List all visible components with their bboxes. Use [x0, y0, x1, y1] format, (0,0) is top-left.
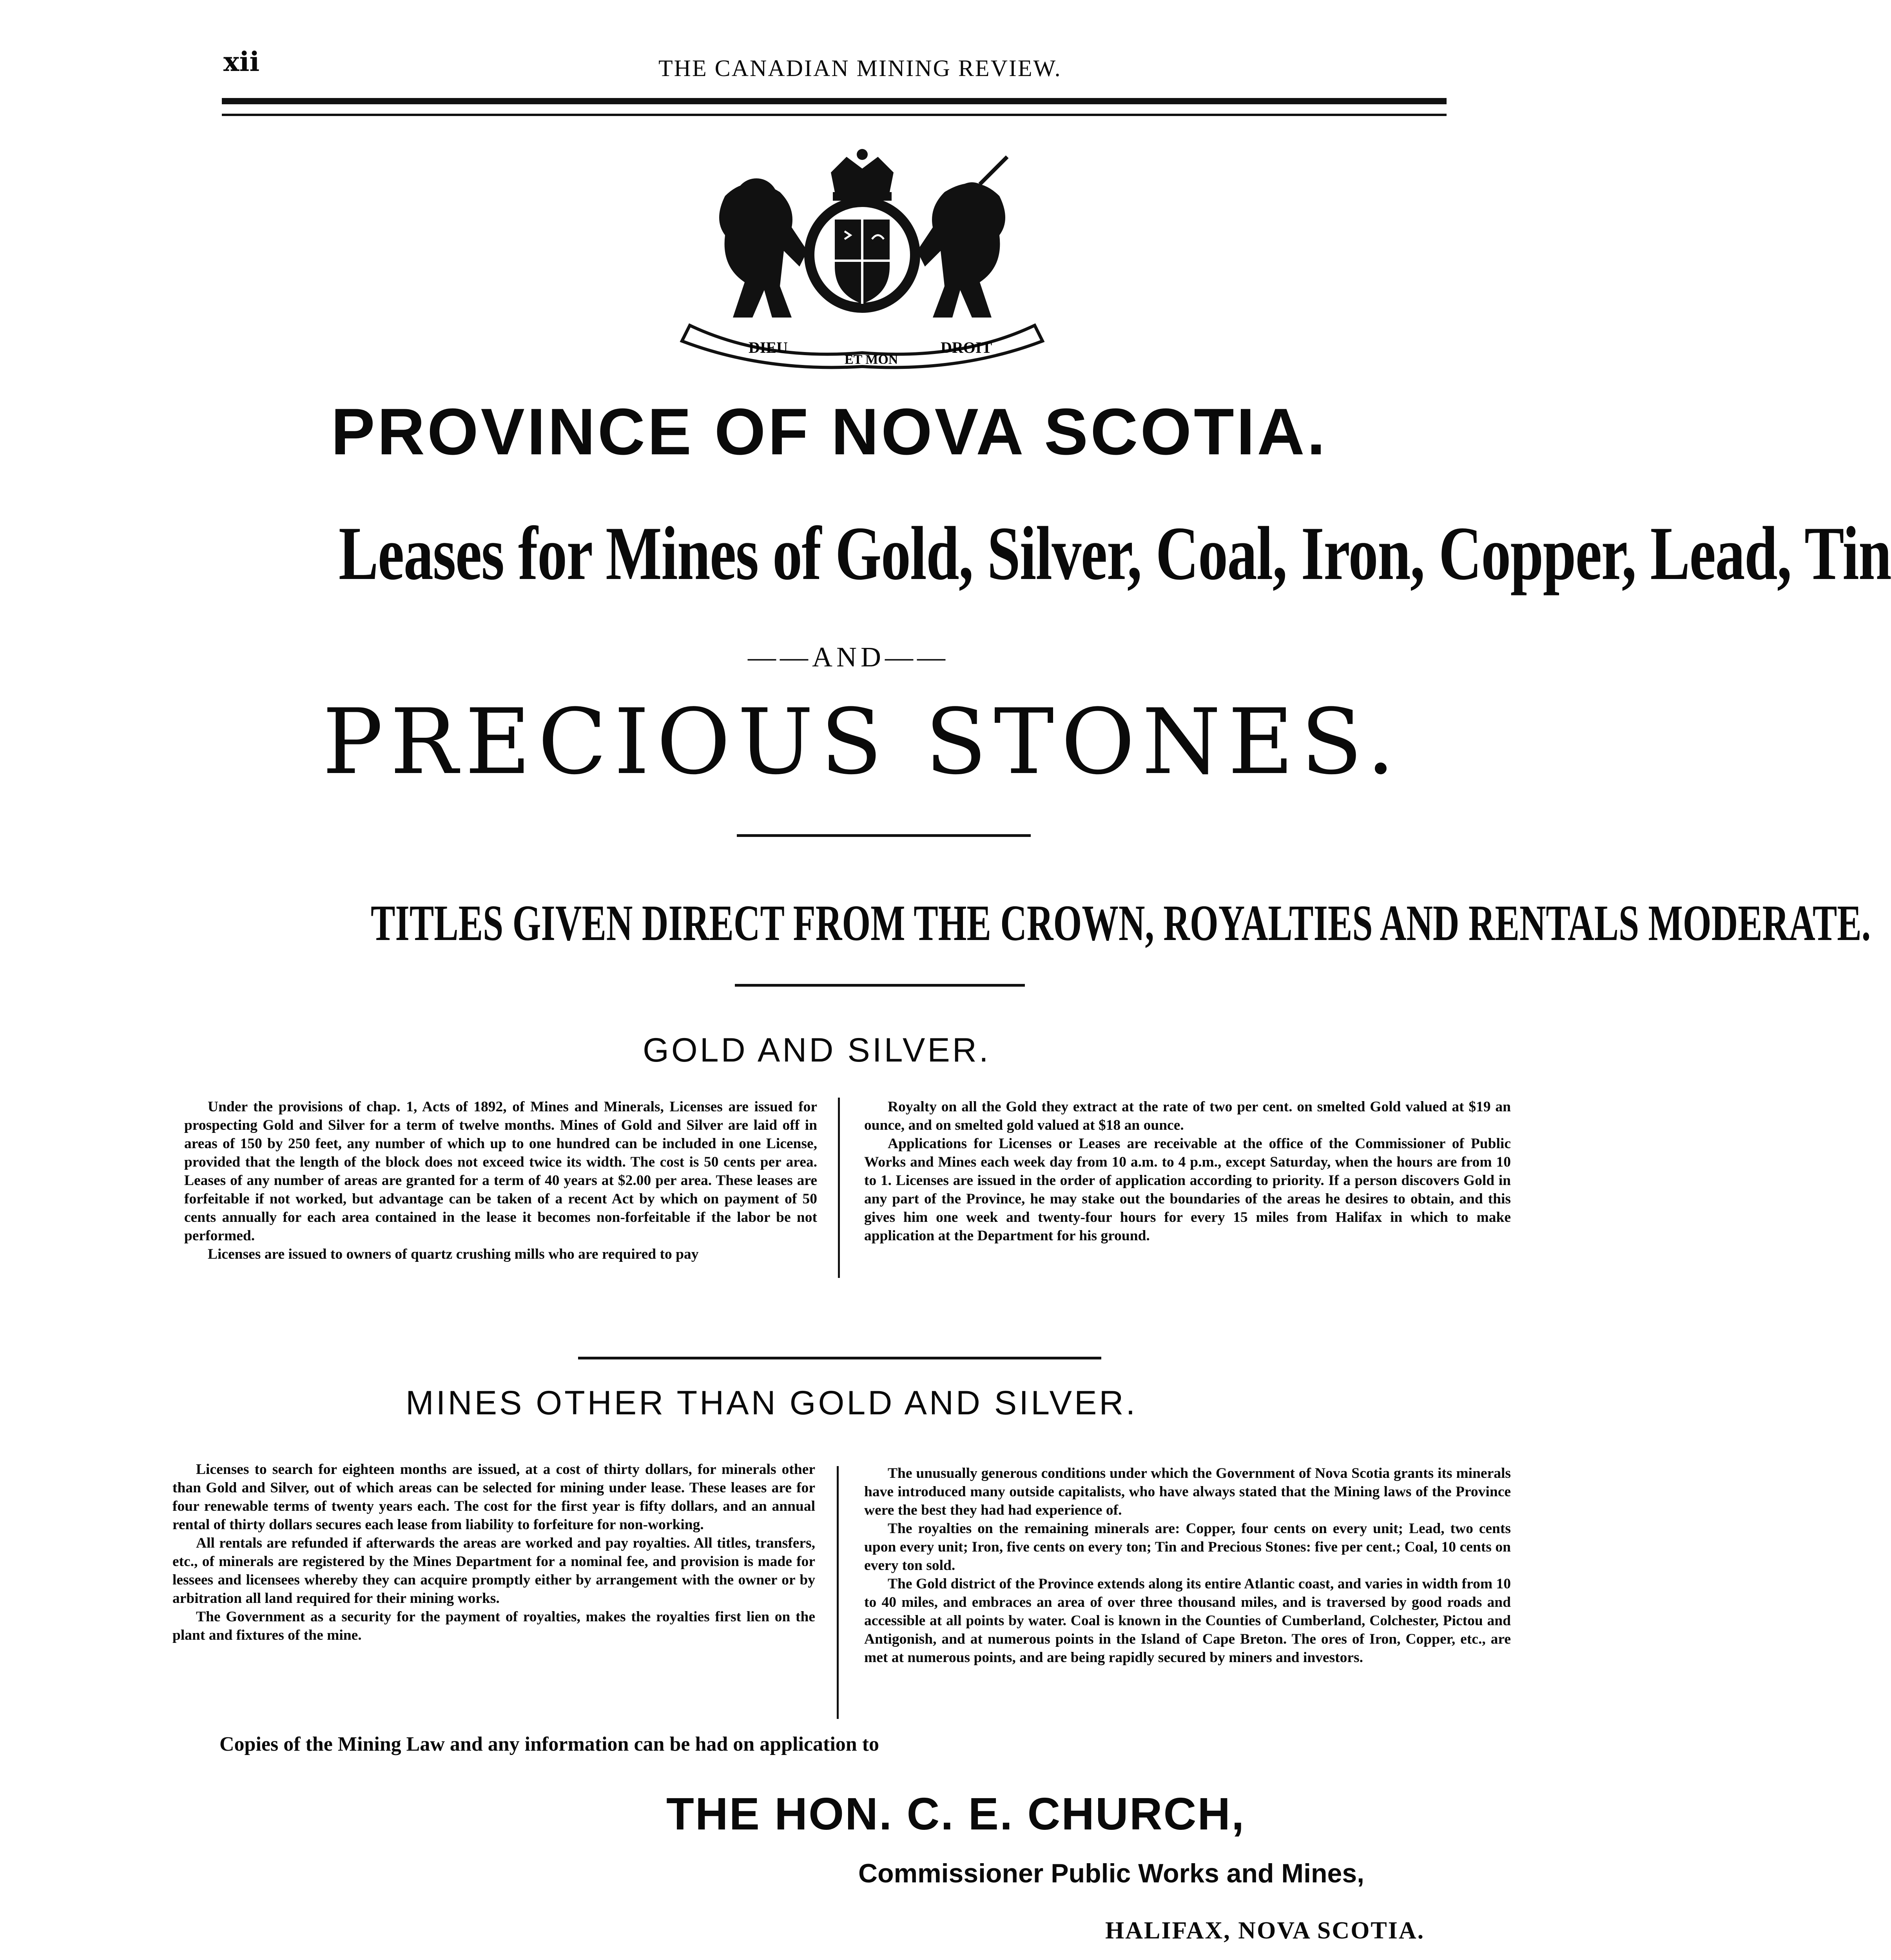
- titles-given-line: TITLES GIVEN DIRECT FROM THE CROWN, ROYALTIES AND RENTALS MODERATE.: [371, 895, 1871, 951]
- paragraph: Under the provisions of chap. 1, Acts of 1892, of Mines and Minerals, Licenses are issued for prospecting Gold and Silver for a term of twelve months. Mines of Gold and Silver are laid off in areas of 150 by 250 feet, any number of which up to one hundred can be included in one License, provided that the length of the block does not exceed twice its width. The cost is 50 cents per area. Leases of any number of areas are granted for a term of 40 years at $2.00 per area. These leases are forfeitable if not worked, but advantage can be taken of a recent Act by which on payment of 50 cents annually for each area contained in the lease it becomes non-forfeitable if the labor be not performed.: [184, 1099, 817, 1244]
- contact-address: HALIFAX, NOVA SCOTIA.: [1105, 1917, 1425, 1944]
- unicorn-icon: [917, 157, 1007, 318]
- motto-right: DROIT: [941, 339, 992, 356]
- divider-rule: [578, 1357, 1101, 1359]
- other-mines-left-column: [172, 1460, 815, 1644]
- paragraph: Licenses are issued to owners of quartz crushing mills who are required to pay: [208, 1246, 699, 1262]
- paragraph: The Gold district of the Province extends along its entire Atlantic coast, and varies in width from 10 to 40 miles, and embraces an area of over three thousand miles, and is traversed by good roads and accessible at all points by water. Coal is known in the Counties of Cumberland, Colchester, Pictou and Antigonish, and at numerous points in the Island of Cape Breton. The ores of Iron, Copper, etc., are met at numerous points, and are being rapidly secured by miners and investors.: [864, 1576, 1511, 1666]
- title-province: PROVINCE OF NOVA SCOTIA.: [331, 395, 1328, 468]
- divider-rule: [737, 834, 1031, 837]
- contact-name: THE HON. C. E. CHURCH,: [666, 1788, 1246, 1839]
- header-rule-thin: [222, 114, 1447, 116]
- title-precious-stones: PRECIOUS STONES.: [322, 690, 1402, 795]
- paragraph: The unusually generous conditions under which the Government of Nova Scotia grants its minerals have introduced many outside capitalists, who have always stated that the Mining laws of the Province were the best they had had experience of.: [864, 1465, 1511, 1518]
- motto-ribbon: [682, 325, 1042, 367]
- and-divider: ——AND——: [748, 641, 949, 673]
- page-number: xii: [223, 46, 260, 78]
- section-heading-gold-silver: GOLD AND SILVER.: [643, 1031, 991, 1069]
- crown-icon: [831, 149, 894, 201]
- divider-rule: [735, 984, 1025, 987]
- header-rule-thick: [222, 98, 1447, 104]
- copies-line: Copies of the Mining Law and any information can be had on application to: [219, 1733, 879, 1755]
- shield-icon: [809, 202, 915, 308]
- paragraph: All rentals are refunded if afterwards the areas are worked and pay royalties. All titles, transfers, etc., of minerals are registered by the Mines Department for a nominal fee, and provision is made for lessees and licensees whereby they can acquire promptly either by arrangement with the owner or by arbitration all land required for their mining works.: [172, 1535, 815, 1606]
- other-mines-right-column: [864, 1464, 1511, 1667]
- paragraph: Applications for Licenses or Leases are receivable at the office of the Commissioner of Public Works and Mines each week day from 10 a.m. to 4 p.m., except Saturday, when the hours are from 10 to 1. Licenses are issued in the order of application according to priority. If a person discovers Gold in any part of the Province, he may stake out the boundaries of the areas he desires to obtain, and this gives him one week and twenty-four hours for every 15 miles from Halifax in which to make application at the Department for his ground.: [864, 1136, 1511, 1244]
- section-heading-other-mines: MINES OTHER THAN GOLD AND SILVER.: [406, 1384, 1138, 1422]
- and-text: AND: [812, 641, 885, 673]
- column-divider: [837, 1466, 839, 1719]
- motto-center: ET MON: [845, 352, 898, 367]
- running-head: THE CANADIAN MINING REVIEW.: [658, 55, 1062, 81]
- paragraph: The royalties on the remaining minerals are: Copper, four cents on every unit; Lead, two cents upon every unit; Iron, five cents on every ton; Tin and Precious Stones: five per cent.; Coal, 10 cents on every ton sold.: [864, 1521, 1511, 1573]
- contact-title: Commissioner Public Works and Mines,: [858, 1858, 1365, 1888]
- column-divider: [838, 1098, 840, 1278]
- gold-silver-right-column: [864, 1098, 1511, 1245]
- paragraph: Royalty on all the Gold they extract at the rate of two per cent. on smelted Gold valued at $19 an ounce, and on smelted gold valued at $18 an ounce.: [864, 1099, 1511, 1133]
- title-leases: Leases for Mines of Gold, Silver, Coal, Iron, Copper, Lead, Tin: [339, 511, 1891, 596]
- paragraph: Licenses to search for eighteen months are issued, at a cost of thirty dollars, for minerals other than Gold and Silver, out of which areas can be selected for mining under lease. These leases are for four renewable terms of twenty years each. The cost for the first year is fifty dollars, and an annual rental of thirty dollars secures each lease from liability to forfeiture for non-working.: [172, 1461, 815, 1533]
- motto-left: DIEU: [749, 339, 788, 356]
- paragraph: The Government as a security for the payment of royalties, makes the royalties first lien on the plant and fixtures of the mine.: [172, 1609, 815, 1643]
- royal-coat-of-arms: [666, 149, 1058, 368]
- lion-icon: [719, 178, 807, 318]
- gold-silver-left-column: [184, 1098, 817, 1263]
